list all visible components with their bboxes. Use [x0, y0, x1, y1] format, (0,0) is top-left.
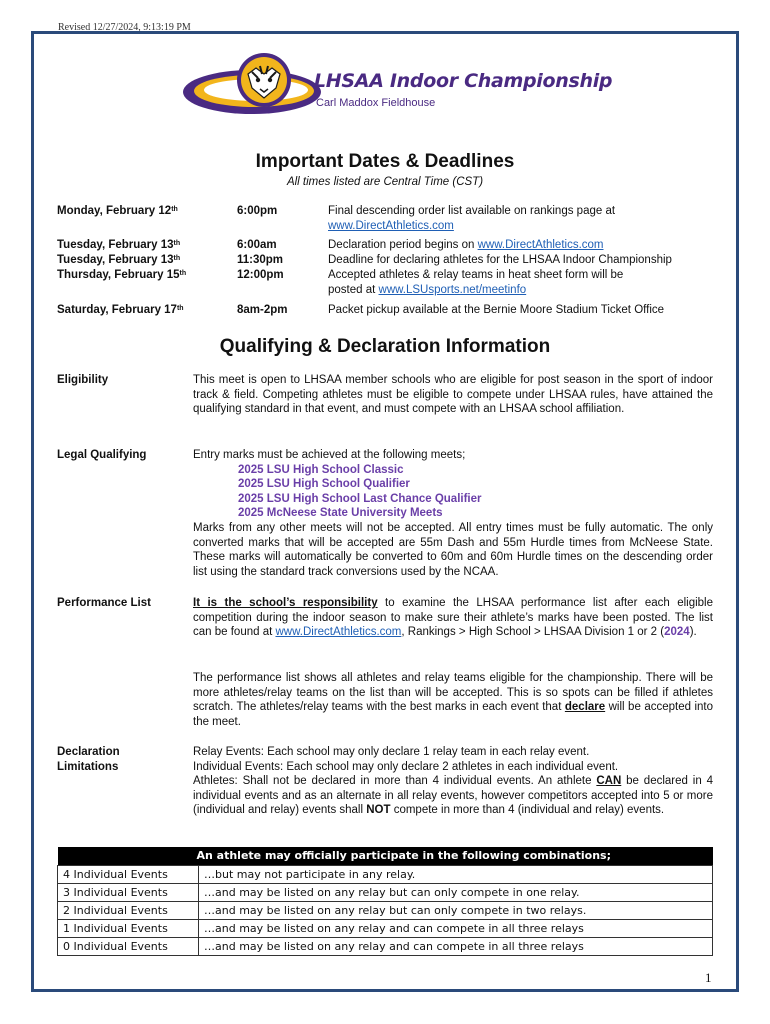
tiger-track-emblem-icon — [182, 44, 322, 126]
date-time: 12:00pm — [237, 269, 284, 281]
date-time: 6:00pm — [237, 205, 278, 217]
performance-text-2: The performance list shows all athletes and relay teams eligible for the championship. There will be more athletes/relay teams on the list than will be accepted. This is so spots can be filled if athletes scratch. The athletes/relay teams with the best marks in each event that declare will be accepted into the meet. — [193, 672, 713, 728]
date-desc: Final descending order list available on rankings page at www.DirectAthletics.com — [328, 205, 616, 232]
date-desc: Packet pickup available at the Bernie Moore Stadium Ticket Office — [328, 304, 665, 316]
date-day: Thursday, February 15th — [57, 269, 187, 281]
events-cell: 0 Individual Events — [58, 937, 199, 955]
declaration-label: Declaration — [57, 746, 120, 758]
direct-athletics-link[interactable]: www.DirectAthletics.com — [275, 626, 402, 639]
table-row — [58, 919, 713, 937]
rule-cell: …and may be listed on any relay and can compete in all three relays — [199, 919, 713, 937]
date-day: Monday, February 12th — [57, 205, 178, 217]
combinations-table — [57, 847, 713, 956]
performance-text: It is the school’s responsibility to examine the LHSAA performance list after each eligible competition during the indoor season to make sure their athlete’s marks have been posted. The list can be found at www.DirectAthletics.com, Rankings > High School > LHSAA Division 1 or 2 (2024). — [193, 597, 714, 639]
date-desc: Accepted athletes & relay teams in heat sheet form will be posted at www.LSUsports.net/meetinfo — [328, 269, 624, 296]
table-row — [58, 901, 713, 919]
legal-qualifying-label: Legal Qualifying — [57, 449, 147, 461]
eligibility-label: Eligibility — [57, 374, 109, 386]
rule-cell: …and may be listed on any relay but can only compete in one relay. — [199, 883, 713, 901]
date-day: Saturday, February 17th — [57, 304, 184, 316]
rule-cell: …and may be listed on any relay and can compete in all three relays — [199, 937, 713, 955]
date-time: 6:00am — [237, 239, 277, 251]
qualifying-meet: 2025 LSU High School Last Chance Qualifier — [238, 493, 482, 505]
table-row — [58, 865, 713, 883]
performance-list-label: Performance List — [57, 597, 151, 609]
date-desc: Deadline for declaring athletes for the LHSAA Indoor Championship — [328, 254, 672, 266]
lsu-sports-link[interactable]: www.LSUsports.net/meetinfo — [378, 284, 527, 296]
revised-timestamp: Revised 12/27/2024, 9:13:19 PM — [58, 22, 191, 33]
direct-athletics-link[interactable]: www.DirectAthletics.com — [477, 239, 604, 251]
relay-rule: Relay Events: Each school may only declare 1 relay team in each relay event. — [193, 746, 590, 758]
date-day: Tuesday, February 13th — [57, 254, 181, 266]
dates-heading: Important Dates & Deadlines — [255, 151, 515, 172]
date-time: 11:30pm — [237, 254, 284, 266]
eligibility-text: This meet is open to LHSAA member schools who are eligible for post season in the sport of indoor track & field. Competing athletes must be eligible to compete under LHSAA rules, have attained the qualifying standard in that event, and must compete with an LHSAA school affiliation. — [193, 374, 713, 416]
table-header: An athlete may officially participate in the following combinations; — [58, 847, 713, 865]
table-row — [58, 937, 713, 955]
qualifying-heading: Qualifying & Declaration Information — [219, 336, 551, 357]
qualifying-meet: 2025 LSU High School Classic — [238, 464, 404, 476]
rule-cell: …and may be listed on any relay but can only compete in two relays. — [199, 901, 713, 919]
limitations-label: Limitations — [57, 761, 119, 773]
athletes-rule: Athletes: Shall not be declared in more than 4 individual events. An athlete CAN be declared in 4 individual events and as an alternate in all relay events, however competitors accepted into 5 or more (individual and relay) events shall NOT compete in more than 4 (individual and relay) events. — [193, 775, 713, 817]
legal-intro: Entry marks must be achieved at the following meets; — [193, 449, 466, 461]
logo-title: LHSAA Indoor Championship — [314, 70, 613, 92]
individual-rule: Individual Events: Each school may only declare 2 athletes in each individual event. — [193, 761, 619, 773]
championship-logo — [182, 44, 613, 126]
dates-subtitle: All times listed are Central Time (CST) — [286, 176, 484, 188]
events-cell: 1 Individual Events — [58, 919, 199, 937]
events-cell: 3 Individual Events — [58, 883, 199, 901]
qualifying-meet: 2025 LSU High School Qualifier — [238, 478, 410, 490]
events-cell: 2 Individual Events — [58, 901, 199, 919]
rule-cell: …but may not participate in any relay. — [199, 865, 713, 883]
page-number: 1 — [705, 970, 712, 985]
date-day: Tuesday, February 13th — [57, 239, 181, 251]
legal-text: Marks from any other meets will not be accepted. All entry times must be fully automatic. The only converted marks that will be accepted are 55m Dash and 55m Hurdle times from McNeese State. These marks will automatically be converted to 60m and 60m Hurdle times on the descending order list using the standard track conversions used by the NCAA. — [193, 522, 713, 578]
table-row — [58, 883, 713, 901]
direct-athletics-link[interactable]: www.DirectAthletics.com — [328, 220, 454, 232]
qualifying-meet: 2025 McNeese State University Meets — [238, 507, 443, 519]
date-desc: Declaration period begins on www.DirectAthletics.com — [328, 239, 604, 251]
date-time: 8am-2pm — [237, 304, 288, 316]
events-cell: 4 Individual Events — [58, 865, 199, 883]
table-header-row — [58, 847, 713, 865]
logo-subtitle: Carl Maddox Fieldhouse — [316, 97, 436, 109]
